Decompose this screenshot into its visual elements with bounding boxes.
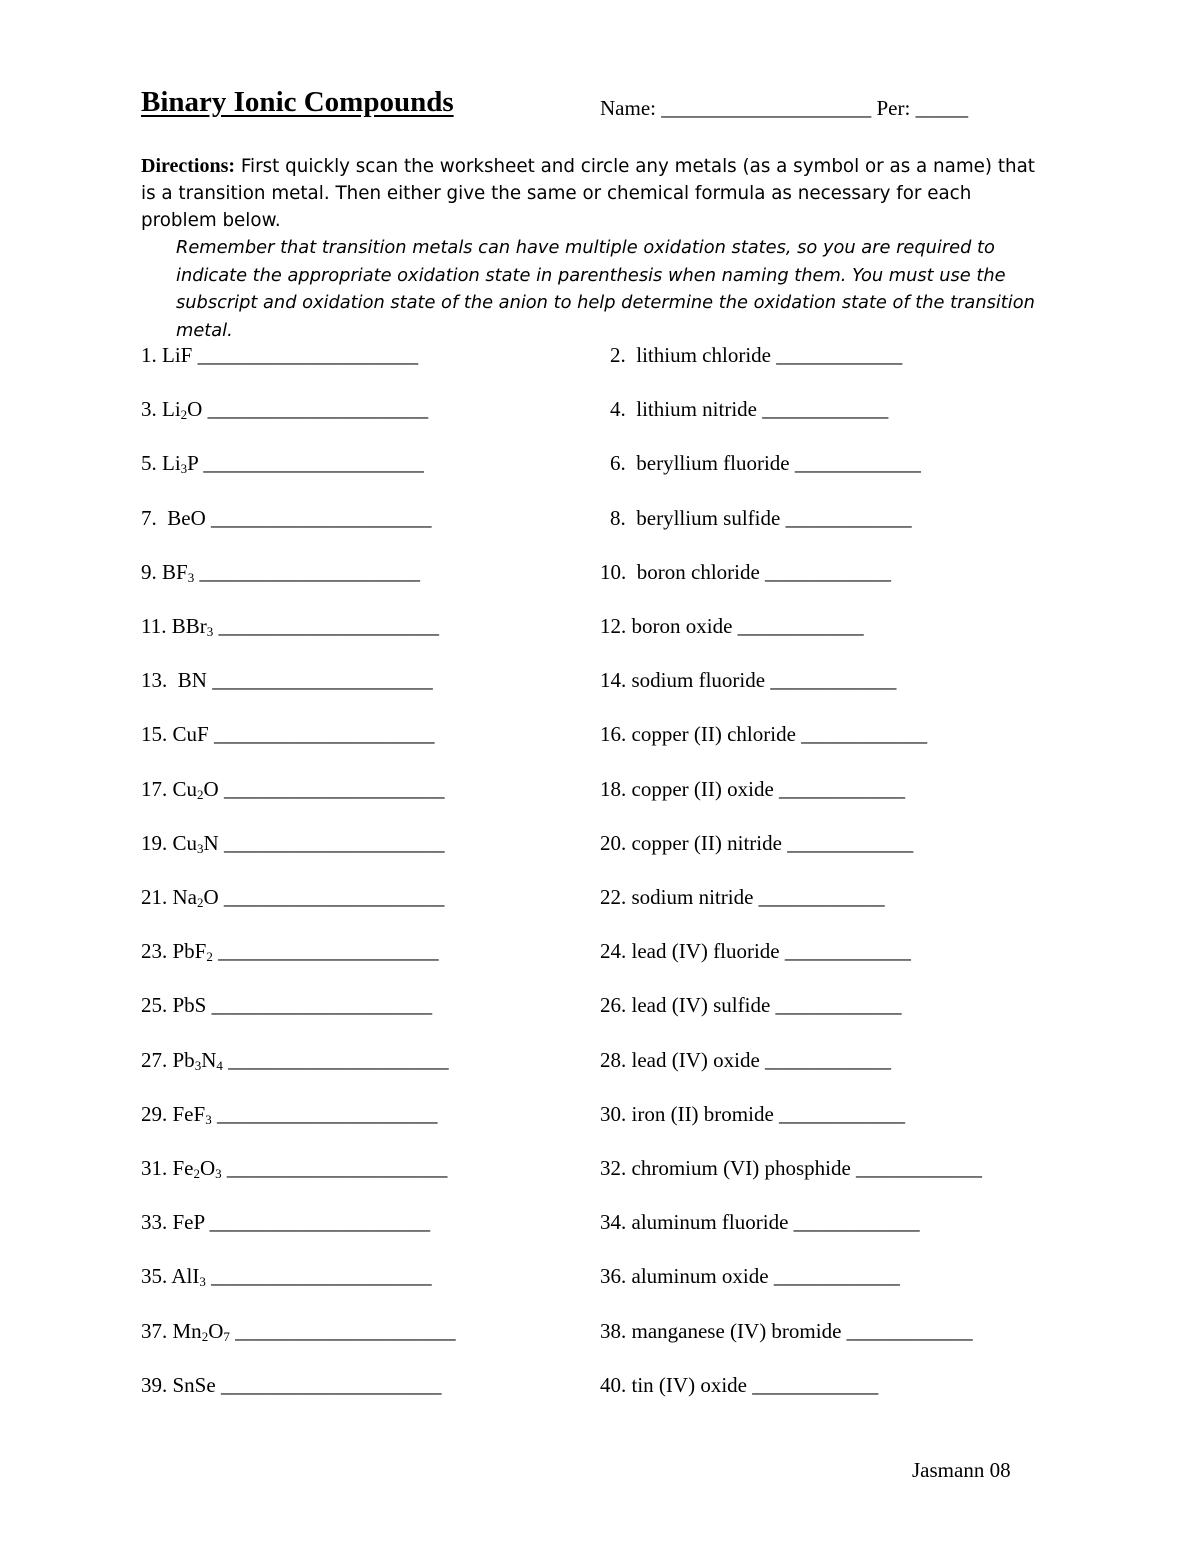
name-period-line bbox=[600, 96, 968, 121]
question-name bbox=[600, 722, 927, 746]
question-number: 13. bbox=[141, 668, 178, 693]
answer-blank[interactable]: _____________________ bbox=[229, 1318, 456, 1343]
question-number: 40. bbox=[600, 1372, 632, 1397]
chemical-formula: SnSe bbox=[172, 1372, 216, 1397]
answer-blank[interactable]: ____________ bbox=[765, 668, 897, 693]
question-formula bbox=[141, 1210, 430, 1234]
question-name bbox=[610, 506, 912, 530]
question-number: 12. bbox=[600, 614, 632, 638]
question-number: 9. bbox=[141, 559, 162, 584]
answer-blank[interactable]: ____________ bbox=[770, 993, 902, 1018]
answer-blank[interactable]: ____________ bbox=[770, 343, 903, 367]
chemical-formula: LiF bbox=[162, 343, 193, 367]
question-number: 37. bbox=[141, 1318, 173, 1343]
question-number: 6. bbox=[610, 451, 637, 476]
question-formula bbox=[141, 668, 433, 692]
question-formula bbox=[141, 722, 434, 746]
answer-blank[interactable]: ____________ bbox=[759, 559, 892, 584]
question-formula bbox=[141, 831, 444, 855]
period-label: Per: bbox=[876, 96, 911, 120]
question-name bbox=[600, 1264, 900, 1288]
chemical-formula: BBr$_3$ bbox=[171, 614, 214, 639]
question-formula bbox=[141, 1102, 437, 1126]
question-number: 2. bbox=[610, 343, 637, 367]
chemical-formula: $Mn_2O_7$ bbox=[172, 1318, 230, 1344]
question-formula bbox=[141, 343, 418, 367]
question-number: 20. bbox=[600, 830, 632, 855]
question-number: 1. bbox=[141, 343, 162, 367]
answer-blank[interactable]: _____________________ bbox=[221, 1156, 448, 1180]
question-formula bbox=[141, 993, 432, 1017]
question-name bbox=[600, 831, 913, 855]
question-name bbox=[600, 614, 864, 638]
directions-text: First quickly scan the worksheet and circle any metals (as a symbol or as a name) that is a transition metal. Then either give the same or chemical formula as necessary for each problem below. bbox=[141, 156, 1035, 231]
chemical-formula: $Cu_3N$ bbox=[172, 830, 219, 856]
question-number: 11. bbox=[141, 614, 172, 638]
answer-blank[interactable]: ____________ bbox=[779, 939, 911, 964]
answer-blank[interactable]: _____________________ bbox=[208, 722, 435, 747]
answer-blank[interactable]: ____________ bbox=[757, 397, 889, 422]
question-name bbox=[610, 451, 921, 475]
compound-name: chromium (VI) phosphide bbox=[631, 1156, 851, 1180]
question-name bbox=[600, 1319, 973, 1343]
compound-name: manganese (IV) bromide bbox=[631, 1318, 842, 1343]
compound-name: copper (II) nitride bbox=[631, 830, 782, 855]
directions bbox=[141, 153, 1041, 234]
answer-blank[interactable]: _____________________ bbox=[218, 830, 445, 855]
question-number: 28. bbox=[600, 1047, 632, 1072]
question-name bbox=[600, 1373, 878, 1397]
compound-name: aluminum fluoride bbox=[631, 1210, 789, 1235]
question-number: 19. bbox=[141, 830, 173, 855]
answer-blank[interactable]: _____________________ bbox=[206, 993, 433, 1018]
compound-name: copper (II) oxide bbox=[631, 776, 774, 801]
question-number: 38. bbox=[600, 1318, 632, 1343]
answer-blank[interactable]: ____________ bbox=[795, 722, 928, 747]
compound-name: lithium chloride bbox=[636, 343, 771, 367]
question-name bbox=[600, 1156, 982, 1180]
question-formula bbox=[141, 885, 444, 909]
answer-blank[interactable]: _____________________ bbox=[218, 885, 445, 909]
compound-name: lead (IV) fluoride bbox=[631, 939, 780, 964]
compound-name: sodium fluoride bbox=[631, 668, 766, 693]
question-number: 30. bbox=[600, 1101, 632, 1126]
answer-blank[interactable]: _____________________ bbox=[205, 1264, 432, 1289]
compound-name: iron (II) bromide bbox=[631, 1101, 774, 1126]
compound-name: tin (IV) oxide bbox=[631, 1372, 747, 1397]
answer-blank[interactable]: ____________ bbox=[746, 1372, 879, 1397]
question-formula bbox=[141, 506, 432, 530]
question-number: 3. bbox=[141, 397, 162, 422]
answer-blank[interactable]: _____________________ bbox=[202, 397, 429, 422]
question-number: 8. bbox=[610, 505, 637, 530]
question-number: 5. bbox=[141, 451, 162, 476]
question-number: 21. bbox=[141, 885, 173, 909]
compound-name: beryllium sulfide bbox=[636, 505, 781, 530]
question-formula bbox=[141, 560, 420, 584]
answer-blank[interactable]: _____________________ bbox=[204, 1210, 431, 1235]
question-number: 35. bbox=[141, 1264, 172, 1289]
chemical-formula: BN bbox=[177, 668, 207, 693]
answer-blank[interactable]: ____________ bbox=[780, 505, 912, 530]
answer-blank[interactable]: ____________ bbox=[773, 1101, 906, 1126]
chemical-formula: CuF bbox=[172, 722, 209, 747]
compound-name: beryllium fluoride bbox=[636, 451, 790, 476]
answer-blank[interactable]: _____________________ bbox=[218, 776, 445, 801]
question-name bbox=[610, 343, 902, 367]
answer-blank[interactable]: ____________ bbox=[789, 451, 921, 476]
answer-blank[interactable]: _____________________ bbox=[212, 939, 439, 964]
compound-name: copper (II) chloride bbox=[631, 722, 796, 747]
answer-blank[interactable]: _____________________ bbox=[194, 559, 420, 584]
chemical-formula: FeP bbox=[172, 1210, 205, 1235]
chemical-formula: $Cu_2O$ bbox=[172, 776, 219, 802]
chemical-formula: AlI$_3$ bbox=[171, 1264, 206, 1290]
question-name bbox=[600, 885, 885, 909]
question-number: 15. bbox=[141, 722, 173, 747]
answer-blank[interactable]: _____________________ bbox=[206, 668, 433, 693]
question-name bbox=[600, 1102, 905, 1126]
question-name bbox=[600, 993, 902, 1017]
answer-blank[interactable]: ____________ bbox=[759, 1047, 892, 1072]
question-name bbox=[600, 1048, 891, 1072]
compound-name: lithium nitride bbox=[636, 397, 757, 422]
question-number: 24. bbox=[600, 939, 632, 964]
chemical-formula: PbS bbox=[172, 993, 207, 1018]
question-number: 27. bbox=[141, 1047, 173, 1072]
question-formula bbox=[141, 939, 439, 963]
question-number: 7. bbox=[141, 505, 168, 530]
answer-blank[interactable]: _____________________ bbox=[222, 1047, 449, 1072]
chemical-formula: PbF$_2$ bbox=[172, 939, 213, 965]
question-number: 39. bbox=[141, 1372, 173, 1397]
answer-blank[interactable]: ____________ bbox=[781, 830, 914, 855]
answer-blank[interactable]: _____________________ bbox=[205, 505, 432, 530]
answer-blank[interactable]: _____________________ bbox=[215, 1372, 442, 1397]
chemical-formula: $Fe_2O_3$ bbox=[172, 1156, 222, 1181]
answer-blank[interactable]: ____________ bbox=[732, 614, 864, 638]
answer-blank[interactable]: _____________________ bbox=[211, 1101, 438, 1126]
compound-name: boron oxide bbox=[631, 614, 733, 638]
question-formula bbox=[141, 451, 424, 475]
chemical-formula: $Li_3P$ bbox=[162, 451, 199, 477]
question-number: 23. bbox=[141, 939, 173, 964]
chemical-formula: $Na_2O$ bbox=[172, 885, 219, 910]
answer-blank[interactable]: ____________ bbox=[788, 1210, 920, 1235]
compound-name: lead (IV) oxide bbox=[631, 1047, 760, 1072]
chemical-formula: FeF$_3$ bbox=[172, 1101, 212, 1127]
answer-blank[interactable]: _____________________ bbox=[192, 343, 419, 367]
question-name bbox=[600, 560, 891, 584]
directions-note: Remember that transition metals can have multiple oxidation states, so you are required to indicate the appropriate oxidation state in parenthesis when naming them. You must use the subscript and oxidation state of the anion to help determine the oxidation state of the transition metal. bbox=[176, 237, 1035, 341]
answer-blank[interactable]: _____________________ bbox=[213, 614, 439, 638]
question-number: 10. bbox=[600, 559, 637, 584]
compound-name: sodium nitride bbox=[631, 885, 754, 909]
question-name bbox=[600, 1210, 920, 1234]
question-number: 22. bbox=[600, 885, 632, 909]
chemical-formula: $Li_2O$ bbox=[162, 397, 203, 423]
question-formula bbox=[141, 1319, 456, 1343]
answer-blank[interactable]: ____________ bbox=[753, 885, 885, 909]
question-name bbox=[600, 668, 896, 692]
chemical-formula: BeO bbox=[167, 505, 206, 530]
answer-blank[interactable]: ____________ bbox=[773, 776, 906, 801]
answer-blank[interactable]: ____________ bbox=[850, 1156, 983, 1180]
chemical-formula: $Pb_3N_4$ bbox=[172, 1047, 223, 1073]
question-number: 16. bbox=[600, 722, 632, 747]
question-number: 33. bbox=[141, 1210, 173, 1235]
question-number: 26. bbox=[600, 993, 632, 1018]
question-formula bbox=[141, 397, 428, 421]
question-number: 17. bbox=[141, 776, 173, 801]
question-number: 14. bbox=[600, 668, 632, 693]
question-number: 18. bbox=[600, 776, 632, 801]
answer-blank[interactable]: ____________ bbox=[768, 1264, 900, 1289]
question-name bbox=[600, 777, 905, 801]
name-label: Name: bbox=[600, 96, 656, 120]
name-blank: ____________________ bbox=[661, 96, 872, 120]
question-formula bbox=[141, 777, 444, 801]
question-name bbox=[610, 397, 888, 421]
compound-name: aluminum oxide bbox=[631, 1264, 769, 1289]
question-formula bbox=[141, 1156, 447, 1180]
footer-author: Jasmann 08 bbox=[912, 1458, 1011, 1482]
compound-name: lead (IV) sulfide bbox=[631, 993, 771, 1018]
question-number: 31. bbox=[141, 1156, 173, 1180]
question-formula bbox=[141, 614, 439, 638]
page-title: Binary Ionic Compounds bbox=[141, 86, 454, 118]
answer-blank[interactable]: _____________________ bbox=[198, 451, 424, 476]
chemical-formula: $BF_3$ bbox=[162, 559, 195, 585]
question-number: 29. bbox=[141, 1101, 173, 1126]
question-formula bbox=[141, 1048, 449, 1072]
compound-name: boron chloride bbox=[636, 559, 760, 584]
question-formula bbox=[141, 1264, 432, 1288]
answer-blank[interactable]: ____________ bbox=[841, 1318, 973, 1343]
question-formula bbox=[141, 1373, 441, 1397]
question-number: 4. bbox=[610, 397, 637, 422]
question-number: 32. bbox=[600, 1156, 632, 1180]
question-number: 25. bbox=[141, 993, 173, 1018]
period-blank: _____ bbox=[915, 96, 969, 120]
directions-label: Directions: bbox=[141, 155, 236, 177]
question-number: 36. bbox=[600, 1264, 632, 1289]
question-number: 34. bbox=[600, 1210, 632, 1235]
question-name bbox=[600, 939, 911, 963]
